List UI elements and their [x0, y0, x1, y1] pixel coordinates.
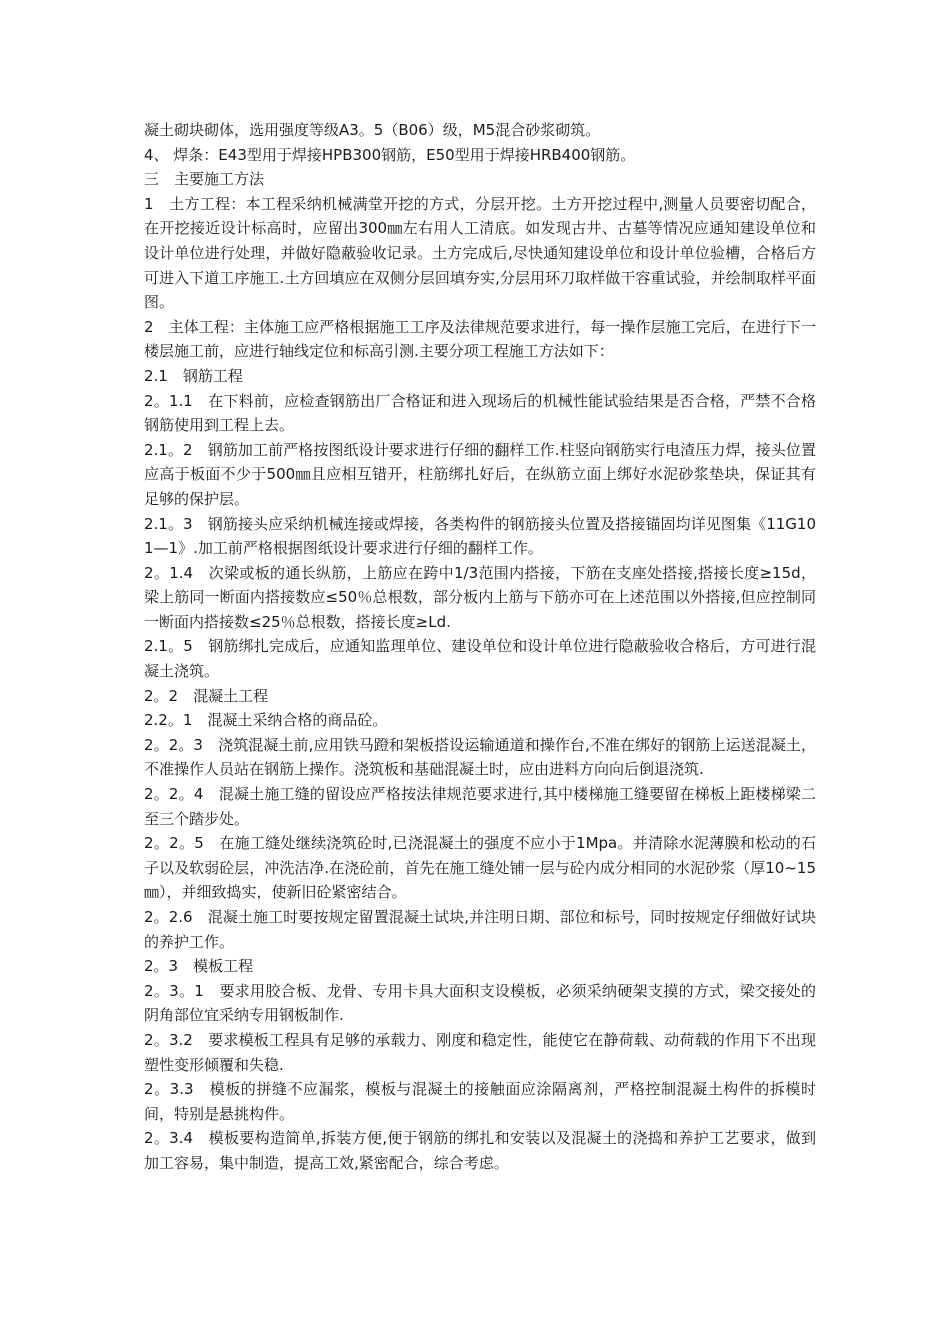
paragraph-2-1-2: 2.1。2 钢筋加工前严格按图纸设计要求进行仔细的翻样工作.柱竖向钢筋实行电渣压力焊，接头位置应高于板面不少于500㎜且应相互错开，柱筋绑扎好后，在纵筋立面上绑好水泥砂浆垫块，保证其有足够的保护层。 [144, 440, 816, 508]
heading-concrete: 2。2 混凝土工程 [144, 686, 269, 705]
heading-formwork: 2。3 模板工程 [144, 957, 254, 976]
paragraph-2-2-5: 2。2。5 在施工缝处继续浇筑砼时,已浇混凝土的强度不应小于1Mpa。并清除水泥薄膜和松动的石子以及软弱砼层，冲洗洁净.在浇砼前，首先在施工缝处铺一层与砼内成分相同的水泥砂浆（厚10~15㎜），并细致捣实，使新旧砼紧密结合。 [144, 834, 816, 902]
paragraph-2-2-1: 2.2。1 混凝土采纳合格的商品砼。 [144, 711, 388, 730]
section-heading-methods: 三 主要施工方法 [144, 170, 265, 189]
paragraph-2-1-5: 2.1。5 钢筋绑扎完成后，应通知监理单位、建设单位和设计单位进行隐蔽验收合格后，方可进行混凝土浇筑。 [144, 637, 816, 681]
paragraph-2-3-3: 2。3.3 模板的拼缝不应漏浆，模板与混凝土的接触面应涂隔离剂，严格控制混凝土构件的拆模时间，特别是悬挑构件。 [144, 1080, 816, 1123]
document-page [144, 118, 816, 1176]
paragraph-main-structure: 2 主体工程：主体施工应严格根据施工工序及法律规范要求进行，每一操作层施工完后，在进行下一楼层施工前，应进行轴线定位和标高引测.主要分项工程施工方法如下： [144, 317, 816, 361]
paragraph-2-1-3: 2.1。3 钢筋接头应采纳机械连接或焊接，各类构件的钢筋接头位置及搭接锚固均详见图集《11G101—1》.加工前严格根据图纸设计要求进行仔细的翻样工作。 [144, 514, 816, 558]
paragraph-2-2-4: 2。2。4 混凝土施工缝的留设应严格按法律规范要求进行,其中楼梯施工缝要留在梯板上距楼梯梁二至三个踏步处。 [144, 785, 816, 828]
paragraph-2-3-1: 2。3。1 要求用胶合板、龙骨、专用卡具大面积支设模板，必须采纳硬架支摸的方式，梁交接处的阴角部位宜采纳专用钢板制作. [144, 981, 816, 1025]
paragraph-2-3-4: 2。3.4 模板要构造简单,拆装方便,便于钢筋的绑扎和安装以及混凝土的浇捣和养护工艺要求，做到加工容易，集中制造，提高工效,紧密配合，综合考虑。 [144, 1129, 816, 1172]
paragraph-2-1-4: 2。1.4 次梁或板的通长纵筋，上筋应在跨中1/3范围内搭接，下筋在支座处搭接,搭接长度≥15d，梁上筋同一断面内搭接数应≤50％总根数，部分板内上筋与下筋亦可在上述范围以外搭接,但应控制同一断面内搭接数≤25％总根数，搭接长度≥Ld. [144, 563, 816, 631]
paragraph-masonry: 凝土砌块砌体，选用强度等级A3。5（B06）级，M5混合砂浆砌筑。 [144, 121, 601, 139]
paragraph-2-2-6: 2。2.6 混凝土施工时要按规定留置混凝土试块,并注明日期、部位和标号，同时按规定仔细做好试块的养护工作。 [144, 908, 816, 951]
paragraph-2-2-3: 2。2。3 浇筑混凝土前,应用铁马蹬和架板搭设运输通道和操作台,不准在绑好的钢筋上运送混凝土，不准操作人员站在钢筋上操作。浇筑板和基础混凝土时，应由进料方向向后倒退浇筑. [144, 735, 816, 779]
paragraph-earthwork: 1 土方工程：本工程采纳机械满堂开挖的方式，分层开挖。土方开挖过程中,测量人员要密切配合，在开挖接近设计标高时，应留出300㎜左右用人工清底。如发现古井、古墓等情况应通知建设单位和设计单位进行处理，并做好隐蔽验收记录。土方完成后,尽快通知建设单位和设计单位验槽，合格后方可进入下道工序施工.土方回填应在双侧分层回填夯实,分层用环刀取样做干容重试验，并绘制取样平面图。 [144, 194, 816, 312]
heading-rebar: 2.1 钢筋工程 [144, 366, 243, 385]
paragraph-welding-rod: 4、 焊条：E43型用于焊接HPB300钢筋，E50型用于焊接HRB400钢筋。 [144, 145, 636, 164]
paragraph-2-3-2: 2。3.2 要求模板工程具有足够的承载力、刚度和稳定性，能使它在静荷载、动荷载的作用下不出现塑性变形倾覆和失稳. [144, 1030, 816, 1074]
paragraph-2-1-1: 2。1.1 在下料前，应检查钢筋出厂合格证和进入现场后的机械性能试验结果是否合格，严禁不合格钢筋使用到工程上去。 [144, 391, 816, 435]
